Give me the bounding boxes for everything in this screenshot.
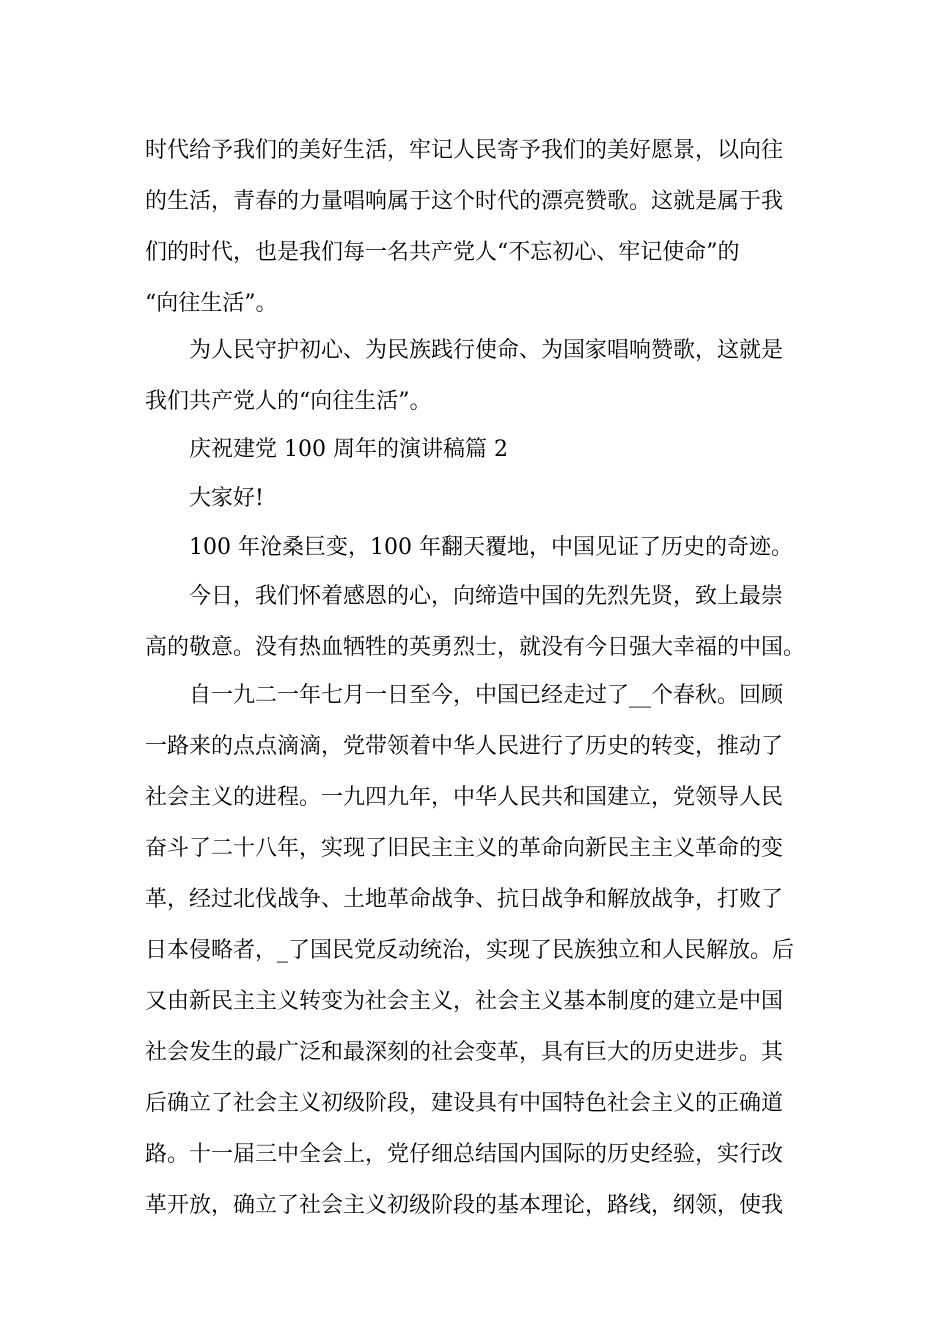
paragraph-first-line: 今日，我们怀着感恩的心，向缔造中国的先烈先贤，致上最崇 [189, 584, 784, 609]
paragraph-first-line: 自一九二一年七月一日至今，中国已经走过了__个春秋。回顾 [189, 683, 784, 708]
text-line: 一路来的点点滴滴，党带领着中华人民进行了历史的转变，推动了 [145, 734, 784, 759]
text-line: 后确立了社会主义初级阶段，建设具有中国特色社会主义的正确道 [145, 1091, 784, 1116]
greeting: 大家好! [189, 486, 264, 511]
text-line: “向往生活”。 [145, 291, 278, 316]
text-line: 路。十一届三中全会上，党仔细总结国内国际的历史经验，实行改 [145, 1142, 784, 1167]
text-line: 时代给予我们的美好生活，牢记人民寄予我们的美好愿景，以向往 [145, 138, 784, 163]
paragraph-first-line: 为人民守护初心、为民族践行使命、为国家唱响赞歌，这就是 [189, 338, 784, 363]
text-line: 又由新民主主义转变为社会主义，社会主义基本制度的建立是中国 [145, 989, 784, 1014]
text-line: 革开放，确立了社会主义初级阶段的基本理论，路线，纲领，使我 [145, 1193, 784, 1218]
text-line: 社会主义的进程。一九四九年，中华人民共和国建立，党领导人民 [145, 785, 784, 810]
text-line: 的生活，青春的力量唱响属于这个时代的漂亮赞歌。这就是属于我 [145, 189, 784, 214]
text-line: 我们共产党人的“向往生活”。 [145, 389, 432, 414]
section-heading: 庆祝建党 100 周年的演讲稿篇 2 [189, 437, 508, 462]
text-line: 高的敬意。没有热血牺牲的英勇烈士，就没有今日强大幸福的中国。 [145, 635, 806, 660]
text-line: 社会发生的最广泛和最深刻的社会变革，具有巨大的历史进步。其 [145, 1040, 784, 1065]
text-line: 奋斗了二十八年，实现了旧民主主义的革命向新民主主义革命的变 [145, 836, 784, 861]
paragraph-first-line: 100 年沧桑巨变，100 年翻天覆地，中国见证了历史的奇迹。 [189, 535, 793, 560]
text-line: 日本侵略者，_了国民党反动统治，实现了民族独立和人民解放。后 [145, 938, 795, 963]
text-line: 们的时代，也是我们每一名共产党人“不忘初心、牢记使命”的 [145, 240, 740, 265]
text-line: 革，经过北伐战争、土地革命战争、抗日战争和解放战争，打败了 [145, 887, 784, 912]
